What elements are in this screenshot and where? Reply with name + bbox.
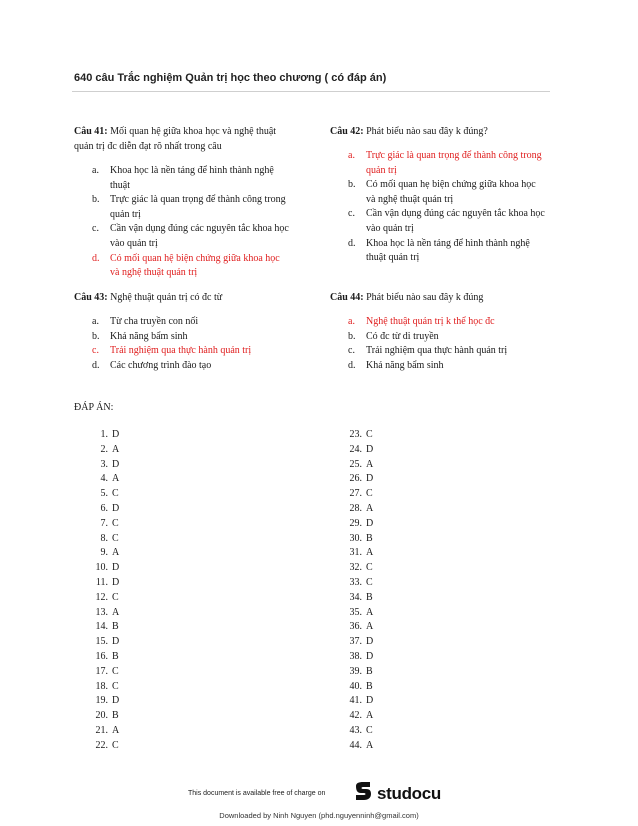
answer-row <box>89 635 119 650</box>
answer-number: 3. <box>100 458 108 470</box>
option-text: Cần vận dụng đúng các nguyên tắc khoa học vào quản trị <box>366 208 545 234</box>
answer-row <box>89 487 119 502</box>
answer-row <box>89 546 119 561</box>
answer-row <box>343 724 373 739</box>
option-letter: d. <box>92 359 100 371</box>
question-number: Câu 43: <box>74 292 108 303</box>
studocu-brand-link[interactable] <box>352 780 441 807</box>
answer-value: A <box>112 473 120 485</box>
option-text: Có mối quan hệ biện chứng giữa khoa học và nghệ thuật quản trị <box>110 252 280 279</box>
answer-number: 33. <box>349 576 362 588</box>
question-stem <box>330 124 545 139</box>
option-letter: a. <box>92 165 99 176</box>
answer-number: 44. <box>349 739 362 751</box>
answer-row <box>89 665 119 680</box>
answer-number: 39. <box>349 665 362 677</box>
answer-row <box>89 428 119 443</box>
option-text: Trực giác là quan trọng để thành công trong quản trị <box>366 150 542 176</box>
option-text: Khả năng bẩm sinh <box>110 330 188 342</box>
answer-row <box>343 458 373 473</box>
answer-number: 32. <box>349 562 362 574</box>
question-text: Phát biểu nào sau đây k đúng <box>366 292 484 303</box>
answer-value: D <box>112 695 120 707</box>
answer-value: D <box>366 517 374 529</box>
answer-number: 13. <box>95 606 108 618</box>
answer-row <box>343 650 373 665</box>
answer-number: 38. <box>349 650 362 662</box>
question-text: Mối quan hệ giữa khoa học và nghệ thuật quản trị đc diễn đạt rõ nhất trong câu <box>74 126 277 152</box>
answer-row <box>343 546 373 561</box>
option-letter: b. <box>92 194 100 206</box>
answer-number: 35. <box>349 606 362 618</box>
option <box>348 359 545 374</box>
answer-number: 5. <box>100 488 108 500</box>
answer-number: 41. <box>349 695 362 707</box>
answer-row <box>89 502 119 517</box>
answer-number: 20. <box>95 710 108 722</box>
answer-row <box>89 561 119 576</box>
option-text: Khoa học là nền tảng để hình thành nghệ thuật quản trị <box>366 237 530 264</box>
answer-row <box>343 709 373 724</box>
answer-number: 28. <box>349 502 362 514</box>
option-letter: d. <box>348 237 356 249</box>
answer-value: B <box>112 650 119 662</box>
option-text: Trải nghiệm qua thực hành quản trị <box>110 345 252 357</box>
option-list <box>92 164 289 281</box>
answer-number: 25. <box>349 458 362 470</box>
document-title: 640 câu Trắc nghiệm Quản trị học theo chương ( có đáp án) <box>74 72 387 84</box>
question-stem <box>74 290 289 305</box>
option-text: Trực giác là quan trọng để thành công trong quản trị <box>110 194 286 220</box>
answer-row <box>89 709 119 724</box>
option-correct <box>348 315 545 330</box>
answer-value: D <box>112 562 120 574</box>
answer-value: C <box>366 429 373 440</box>
answer-number: 36. <box>349 621 362 633</box>
option-letter: c. <box>348 208 355 220</box>
answer-row <box>89 576 119 591</box>
answer-value: D <box>112 429 120 440</box>
answer-number: 9. <box>100 547 108 559</box>
option-list <box>348 315 545 373</box>
option <box>348 178 545 207</box>
answer-number: 8. <box>100 532 108 544</box>
answer-row <box>89 694 119 709</box>
answer-value: C <box>112 517 119 529</box>
answer-row <box>343 591 373 606</box>
option <box>92 164 289 193</box>
answer-row <box>343 620 373 635</box>
answer-number: 2. <box>100 443 108 455</box>
answer-row <box>343 561 373 576</box>
answer-value: A <box>366 606 374 618</box>
answer-number: 16. <box>95 650 108 662</box>
option-letter: c. <box>348 345 355 357</box>
answer-row <box>343 694 373 709</box>
answer-number: 7. <box>100 517 108 529</box>
answer-list-right <box>343 428 373 754</box>
answer-value: B <box>366 532 373 544</box>
option-text: Trải nghiệm qua thực hành quản trị <box>366 345 508 357</box>
answer-row <box>343 576 373 591</box>
option-letter: b. <box>348 330 356 342</box>
option-letter: c. <box>92 223 99 235</box>
answer-row <box>89 650 119 665</box>
option-text: Khả năng bẩm sinh <box>366 359 444 371</box>
answer-number: 23. <box>349 429 362 440</box>
answer-value: D <box>366 650 374 662</box>
option-letter: b. <box>92 330 100 342</box>
option-letter: a. <box>92 316 99 327</box>
answer-row <box>343 443 373 458</box>
answer-number: 42. <box>349 710 362 722</box>
answer-value: C <box>366 576 373 588</box>
answer-row <box>89 724 119 739</box>
free-document-note: This document is available free of charge on <box>188 790 326 797</box>
option-text: Có đc từ di truyền <box>366 330 439 342</box>
answer-row <box>89 680 119 695</box>
answer-number: 21. <box>95 724 108 736</box>
studocu-logo-icon <box>352 780 374 807</box>
answer-row <box>89 620 119 635</box>
answer-value: D <box>366 636 374 648</box>
answer-value: A <box>112 724 120 736</box>
answer-value: A <box>112 547 120 559</box>
answer-value: A <box>366 621 374 633</box>
answer-row <box>343 739 373 754</box>
answer-value: D <box>112 458 120 470</box>
option <box>92 222 289 251</box>
answer-value: D <box>112 576 120 588</box>
answer-row <box>343 680 373 695</box>
answer-row <box>343 517 373 532</box>
answer-value: B <box>366 665 373 677</box>
answer-number: 29. <box>349 517 362 529</box>
option-list <box>92 315 289 373</box>
question-number: Câu 42: <box>330 126 364 137</box>
option <box>348 330 545 345</box>
option-text: Các chương trình đào tạo <box>110 359 212 371</box>
answer-value: C <box>366 562 373 574</box>
option-letter: a. <box>348 316 355 327</box>
answer-number: 18. <box>95 680 108 692</box>
answer-number: 40. <box>349 680 362 692</box>
answer-row <box>343 428 373 443</box>
option-list <box>348 149 545 266</box>
option-text: Khoa học là nền tảng để hình thành nghệ thuật <box>110 165 274 191</box>
answers-heading: ĐÁP ÁN: <box>74 402 114 413</box>
answer-row <box>89 591 119 606</box>
answer-value: A <box>366 547 374 559</box>
answer-row <box>89 458 119 473</box>
option <box>348 207 545 236</box>
answer-value: A <box>366 739 374 751</box>
option-correct <box>348 149 545 178</box>
answer-row <box>343 635 373 650</box>
answer-value: C <box>112 665 119 677</box>
question-43 <box>74 290 289 373</box>
answer-row <box>343 532 373 547</box>
answer-number: 11. <box>95 576 108 588</box>
option-letter: c. <box>92 345 99 357</box>
answer-number: 30. <box>349 532 362 544</box>
answer-value: A <box>366 502 374 514</box>
answer-value: C <box>112 680 119 692</box>
option-correct <box>92 252 289 281</box>
answer-value: A <box>366 710 374 722</box>
answer-row <box>89 517 119 532</box>
answer-number: 37. <box>349 636 362 648</box>
option <box>92 330 289 345</box>
question-number: Câu 41: <box>74 126 108 137</box>
answer-value: B <box>366 680 373 692</box>
answer-number: 43. <box>349 724 362 736</box>
answer-number: 17. <box>95 665 108 677</box>
question-41 <box>74 124 289 281</box>
answer-value: C <box>366 488 373 500</box>
answer-value: B <box>366 591 373 603</box>
studocu-wordmark: studocu <box>377 783 442 803</box>
option <box>92 359 289 374</box>
answer-row <box>343 665 373 680</box>
answer-value: B <box>112 710 119 722</box>
answer-row <box>89 443 119 458</box>
answer-value: C <box>366 724 373 736</box>
answer-row <box>89 532 119 547</box>
answer-value: C <box>112 739 119 751</box>
question-number: Câu 44: <box>330 292 364 303</box>
answer-number: 31. <box>349 547 362 559</box>
answer-number: 14. <box>95 621 108 633</box>
option <box>348 237 545 266</box>
question-text: Nghệ thuật quản trị có đc từ <box>110 292 223 303</box>
answer-number: 26. <box>349 473 362 485</box>
option-correct <box>92 344 289 359</box>
answer-number: 12. <box>95 591 108 603</box>
option-text: Nghệ thuật quản trị k thể học đc <box>366 316 495 327</box>
option <box>348 344 545 359</box>
downloaded-by-note: Downloaded by Ninh Nguyen (phd.nguyenninh@gmail.com) <box>219 811 419 820</box>
answer-row <box>89 606 119 621</box>
answer-value: D <box>366 695 374 707</box>
answer-row <box>343 472 373 487</box>
answer-value: D <box>366 443 374 455</box>
option-text: Có mối quan hẹ biện chứng giữa khoa học và nghệ thuật quản trị <box>366 179 536 205</box>
answer-value: C <box>112 532 119 544</box>
answer-value: A <box>366 458 374 470</box>
question-stem <box>74 124 289 154</box>
answer-value: A <box>112 606 120 618</box>
answer-number: 6. <box>100 502 108 514</box>
option-letter: d. <box>348 359 356 371</box>
question-42 <box>330 124 545 266</box>
answer-row <box>343 606 373 621</box>
answer-value: A <box>112 443 120 455</box>
question-44 <box>330 290 545 373</box>
option-letter: a. <box>348 150 355 161</box>
option-text: Từ cha truyền con nối <box>110 316 199 327</box>
answer-value: D <box>112 502 120 514</box>
answer-row <box>343 502 373 517</box>
answer-row <box>343 487 373 502</box>
answer-value: D <box>112 636 120 648</box>
answer-number: 34. <box>349 591 362 603</box>
option-letter: b. <box>348 179 356 191</box>
answer-number: 10. <box>95 562 108 574</box>
header-divider <box>72 91 550 92</box>
answer-row <box>89 472 119 487</box>
answer-number: 24. <box>349 443 362 455</box>
option <box>92 315 289 330</box>
answer-number: 19. <box>95 695 108 707</box>
answer-row <box>89 739 119 754</box>
option-letter: d. <box>92 252 100 264</box>
answer-number: 27. <box>349 488 362 500</box>
answer-value: C <box>112 488 119 500</box>
option-text: Cần vận dụng đúng các nguyên tắc khoa học vào quản trị <box>110 223 289 249</box>
answer-number: 15. <box>95 636 108 648</box>
answer-value: D <box>366 473 374 485</box>
answer-number: 1. <box>100 429 108 440</box>
answer-value: C <box>112 591 119 603</box>
answer-number: 4. <box>100 473 108 485</box>
answer-value: B <box>112 621 119 633</box>
question-text: Phát biểu nào sau đây k đúng? <box>366 126 488 137</box>
question-stem <box>330 290 545 305</box>
option <box>92 193 289 222</box>
answer-list-left <box>89 428 119 754</box>
answer-number: 22. <box>95 739 108 751</box>
